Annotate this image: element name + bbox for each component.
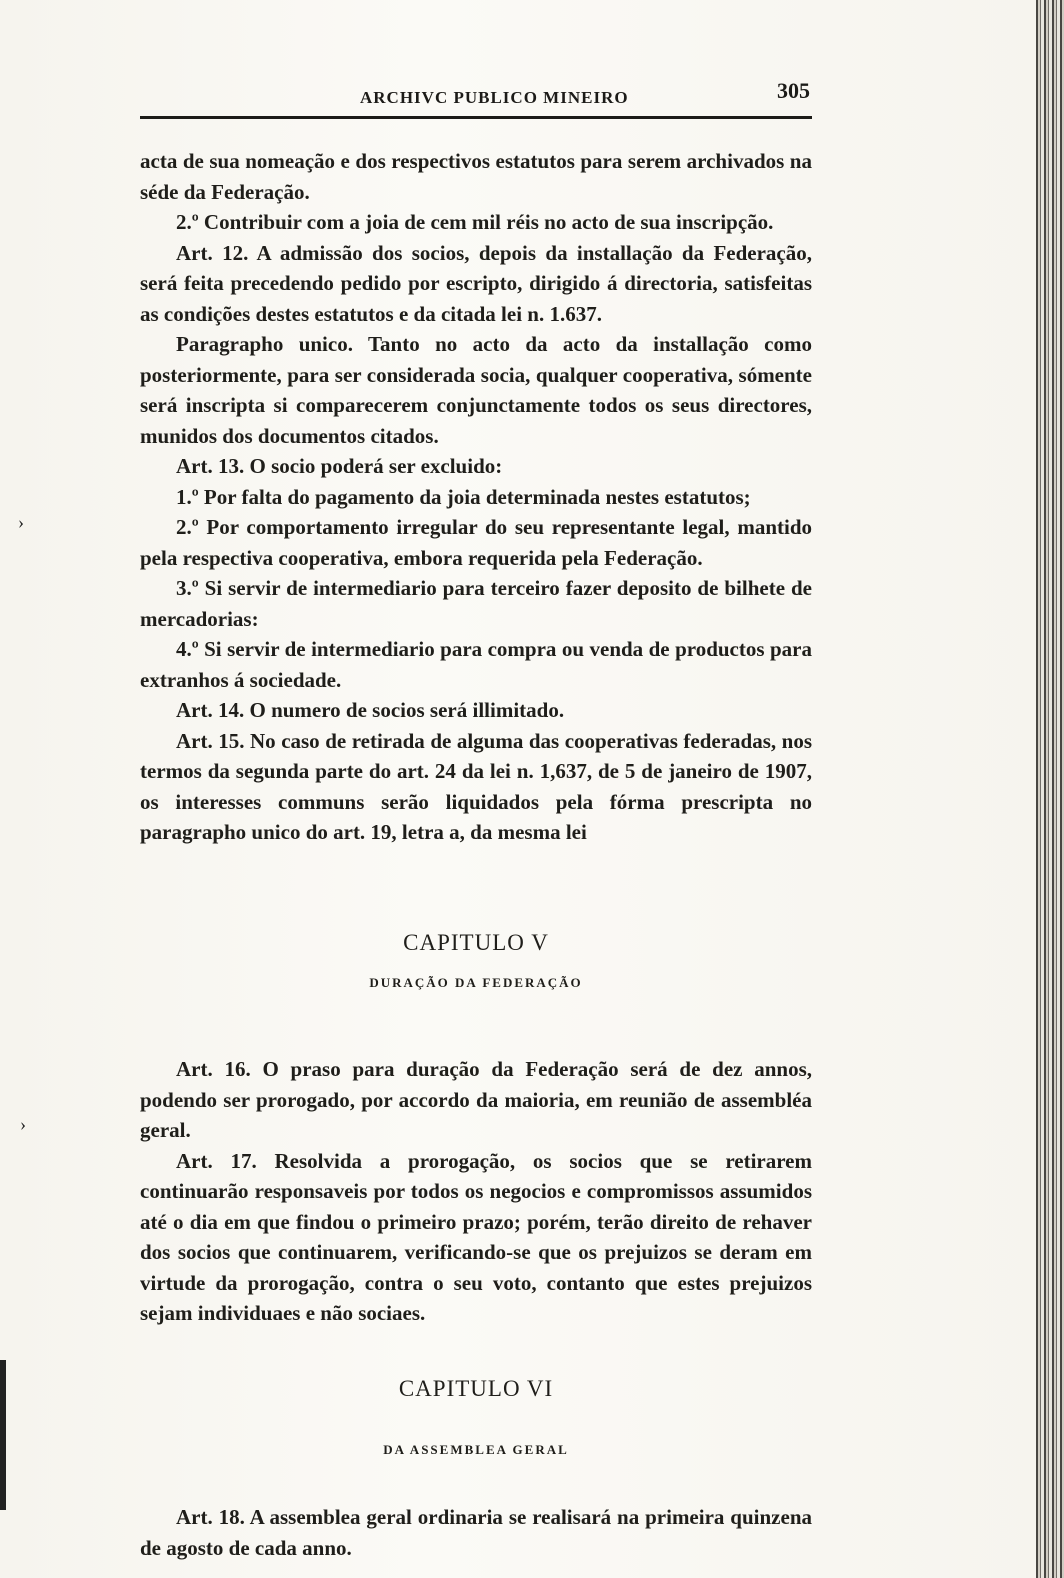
paragraph: Art. 13. O socio poderá ser excluido: [176, 454, 503, 478]
running-header [140, 78, 812, 118]
margin-mark: › [18, 512, 24, 532]
paragraph: Paragrapho unico. Tanto no acto da acto da installação como posteriormente, para ser considerada socia, qualquer cooperativa, sómente será inscripta si comparecerem conjunctamente todos os seus directores, munidos dos documentos citados. [140, 332, 812, 448]
body-text-block-1 [140, 146, 812, 848]
chapter-subtitle: DA ASSEMBLEA GERAL [383, 1442, 569, 1457]
page-edge-shadow [1036, 0, 1064, 1578]
paragraph: 4.º Si servir de intermediario para compra ou venda de productos para extranhos á sociedade. [140, 637, 812, 692]
margin-mark: › [20, 1114, 26, 1134]
paragraph: 1.º Por falta do pagamento da joia determinada nestes estatutos; [176, 484, 751, 509]
paragraph: Art. 12. A admissão dos socios, depois da installação da Federação, será feita precedendo pedido por escripto, dirigido á directoria, satisfeitas as condições destes estatutos e da citada lei n. 1.637. [140, 240, 812, 326]
paragraph: acta de sua nomeação e dos respectivos estatutos para serem archivados na séde da Federação. [140, 149, 812, 204]
body-text-block-3 [140, 1502, 812, 1563]
chapter-subtitle: DURAÇÃO DA FEDERAÇÃO [369, 975, 583, 990]
page-number: 305 [777, 78, 810, 103]
paragraph: Art. 18. A assemblea geral ordinaria se realisará na primeira quinzena de agosto de cada anno. [140, 1505, 812, 1560]
running-title: ARCHIVC PUBLICO MINEIRO [360, 88, 629, 107]
paragraph: 3.º Si servir de intermediario para terceiro fazer deposito de bilhete de mercadorias: [140, 576, 812, 631]
binding-edge [0, 1360, 6, 1510]
paragraph: Art. 17. Resolvida a prorogação, os socios que se retirarem continuarão responsaveis por todos os negocios e compromissos assumidos até o dia em que findou o primeiro prazo; porém, terão direito de rehaver dos socios que continuarem, verificando-se que os prejuizos se deram em virtude da prorogação, contra o seu voto, contanto que estes prejuizos sejam individuaes e não sociaes. [140, 1148, 812, 1325]
chapter-title: CAPITULO V [403, 930, 549, 955]
paragraph: 2.º Contribuir com a joia de cem mil réis no acto de sua inscripção. [176, 210, 774, 234]
paragraph: Art. 16. O praso para duração da Federação será de dez annos, podendo ser prorogado, por accordo da maioria, em reunião de assembléa geral. [140, 1057, 812, 1142]
body-text-block-2 [140, 1054, 812, 1329]
paragraph: 2.º Por comportamento irregular do seu representante legal, mantido pela respectiva cooperativa, embora requerida pela Federação. [140, 515, 812, 570]
header-rule [140, 116, 812, 119]
chapter-title: CAPITULO VI [398, 1376, 554, 1401]
paragraph: Art. 14. O numero de socios será illimitado. [176, 698, 565, 722]
paragraph: Art. 15. No caso de retirada de alguma das cooperativas federadas, nos termos da segunda parte do art. 24 da lei n. 1,637, de 5 de janeiro de 1907, os interesses communs serão liquidados pela fórma prescripta no paragrapho unico do art. 19, letra a, da mesma lei [140, 728, 812, 844]
